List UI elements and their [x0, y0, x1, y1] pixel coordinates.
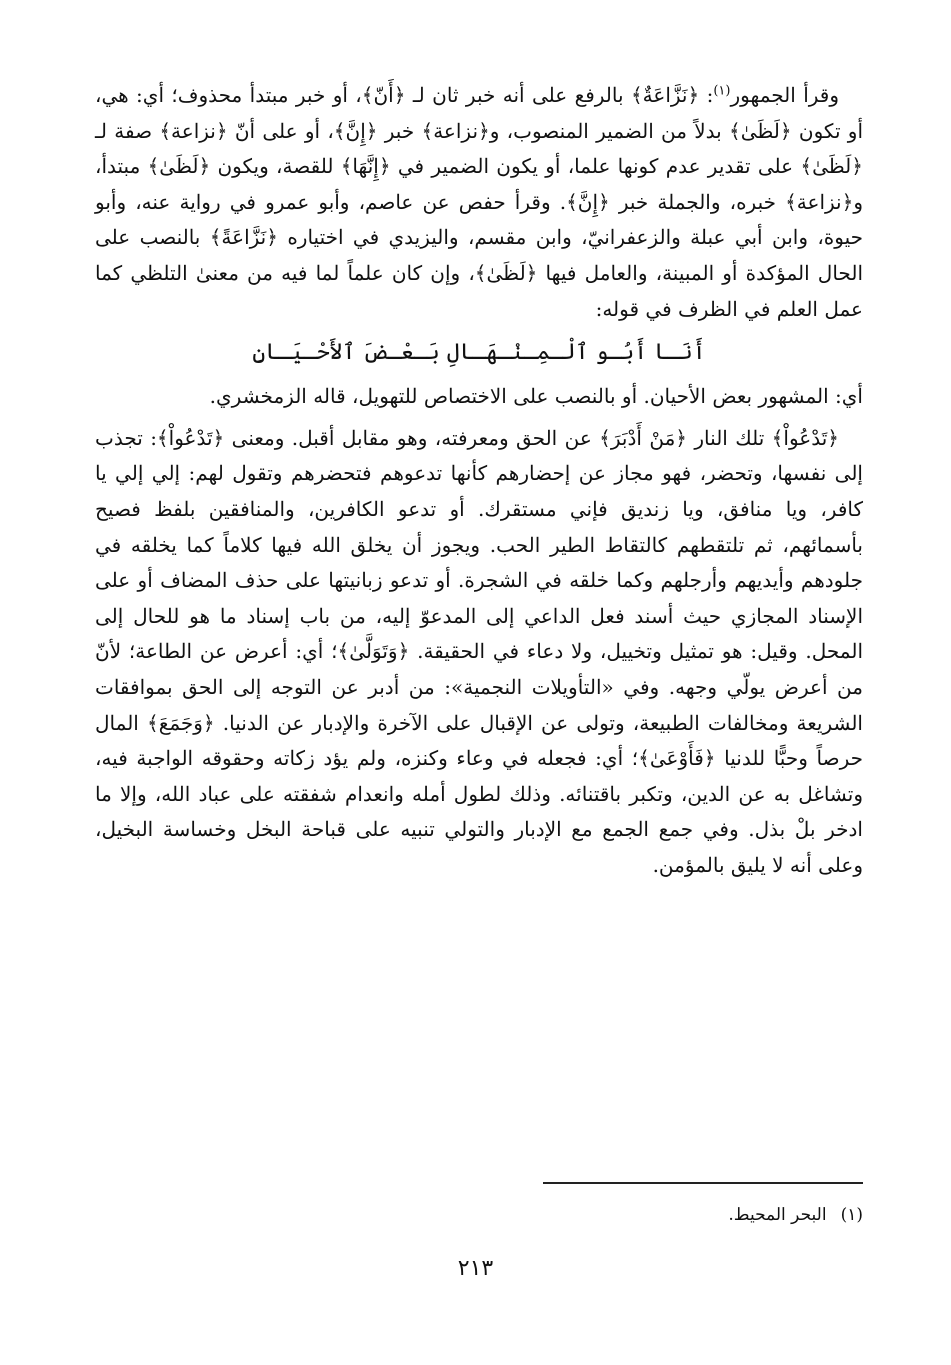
footnote-text: البحر المحيط. [728, 1205, 827, 1225]
footnote-number: (١) [840, 1205, 863, 1225]
page-number: ٢١٣ [457, 1256, 494, 1281]
main-text [95, 78, 863, 883]
footnote [95, 1201, 863, 1229]
footnote-reference-marker: (١) [713, 83, 731, 99]
paragraph-1-body: : ﴿نَزَّاعَةٌ﴾ بالرفع على أنه خبر ثان لـ ﴿أَنّ﴾، أو خبر مبتدأ محذوف؛ أي: هي، أو تكون ﴿لَظَىٰ﴾ بدلاً من الضمير المنصوب، و﴿نزاعة﴾ خبر ﴿إِنَّ﴾، أو على أنّ ﴿نزاعة﴾ صفة لـ ﴿لَظَىٰ﴾ على تقدير عدم كونها علما، أو يكون الضمير في ﴿إِنَّهَا﴾ للقصة، ويكون ﴿لَظَىٰ﴾ مبتدأ، و﴿نزاعة﴾ خبره، والجملة خبر ﴿إِنَّ﴾. وقرأ حفص عن عاصم، وأبو عمرو في رواية عنه، وأبو حيوة، وابن أبي عبلة والزعفرانيّ، وابن مقسم، واليزيدي في اختياره ﴿نَزَّاعَةً﴾ بالنصب على الحال المؤكدة أو المبينة، والعامل فيها ﴿لَظَىٰ﴾، وإن كان علماً لما فيه من معنىٰ التلظي كما عمل العلم في الظرف في قوله: [95, 83, 863, 321]
paragraph-2: أي: المشهور بعض الأحيان. أو بالنصب على الاختصاص للتهويل، قاله الزمخشري. [209, 384, 863, 409]
paragraph-1-lead: وقرأ الجمهور [730, 83, 840, 107]
poetry-verse: أَنَـا أَبُـو ٱلْـمِـنْـهَـالِ بَـعْـضَ ٱلأَحْـيَـانِ [252, 340, 706, 366]
paragraph-3: ﴿تَدْعُواْ﴾ تلك النار ﴿مَنْ أَدْبَرَ﴾ عن الحق ومعرفته، وهو مقابل أقبل. ومعنى ﴿تَدْعُواْ﴾: تجذب إلى نفسها، وتحضر، فهو مجاز عن إحضارهم كأنها تدعوهم فتحضرهم وتقول لهم: إلي إلي يا كافر، ويا منافق، ويا زنديق فإني مستقرك. أو تدعو الكافرين، والمنافقين بلفظ فصيح بأسمائهم، ثم تلتقطهم كالتقاط الطير الحب. ويجوز أن يخلق الله فيها كلاماً كما يخلقه في جلودهم وأيديهم وأرجلهم وكما خلقه في الشجرة. أو تدعو زبانيتها على حذف المضاف أو على الإسناد المجازي حيث أسند فعل الداعي إلى المدعوّ إليه، من باب إسناد ما هو للحال إلى المحل. وقيل: هو تمثيل وتخييل، ولا دعاء في الحقيقة. ﴿وَتَوَلَّىٰ﴾؛ أي: أعرض عن الطاعة؛ لأنّ من أعرض يولّي وجهه. وفي «التأويلات النجمية»: من أدبر عن التوجه إلى الحق بموافقات الشريعة ومخالفات الطبيعة، وتولى عن الإقبال على الآخرة والإدبار عن الدنيا. ﴿وَجَمَعَ﴾ المال حرصاً وحبًّا للدنيا ﴿فَأَوْعَىٰ﴾؛ أي: فجعله في وعاء وكنزه، ولم يؤد زكاته وحقوقه الواجبة فيه، وتشاغل به عن الدين، وتكبر باقتنائه. وذلك لطول أمله وانعدام شفقته على عباد الله، وإلا ما ادخر بلْ بذل. وفي جمع الجمع مع الإدبار والتولي تنبيه على قباحة البخل وخساسة البخيل، وعلى أنه لا يليق بالمؤمن. [95, 425, 863, 877]
footnote-separator [543, 1182, 863, 1184]
paragraph-1 [95, 78, 863, 327]
